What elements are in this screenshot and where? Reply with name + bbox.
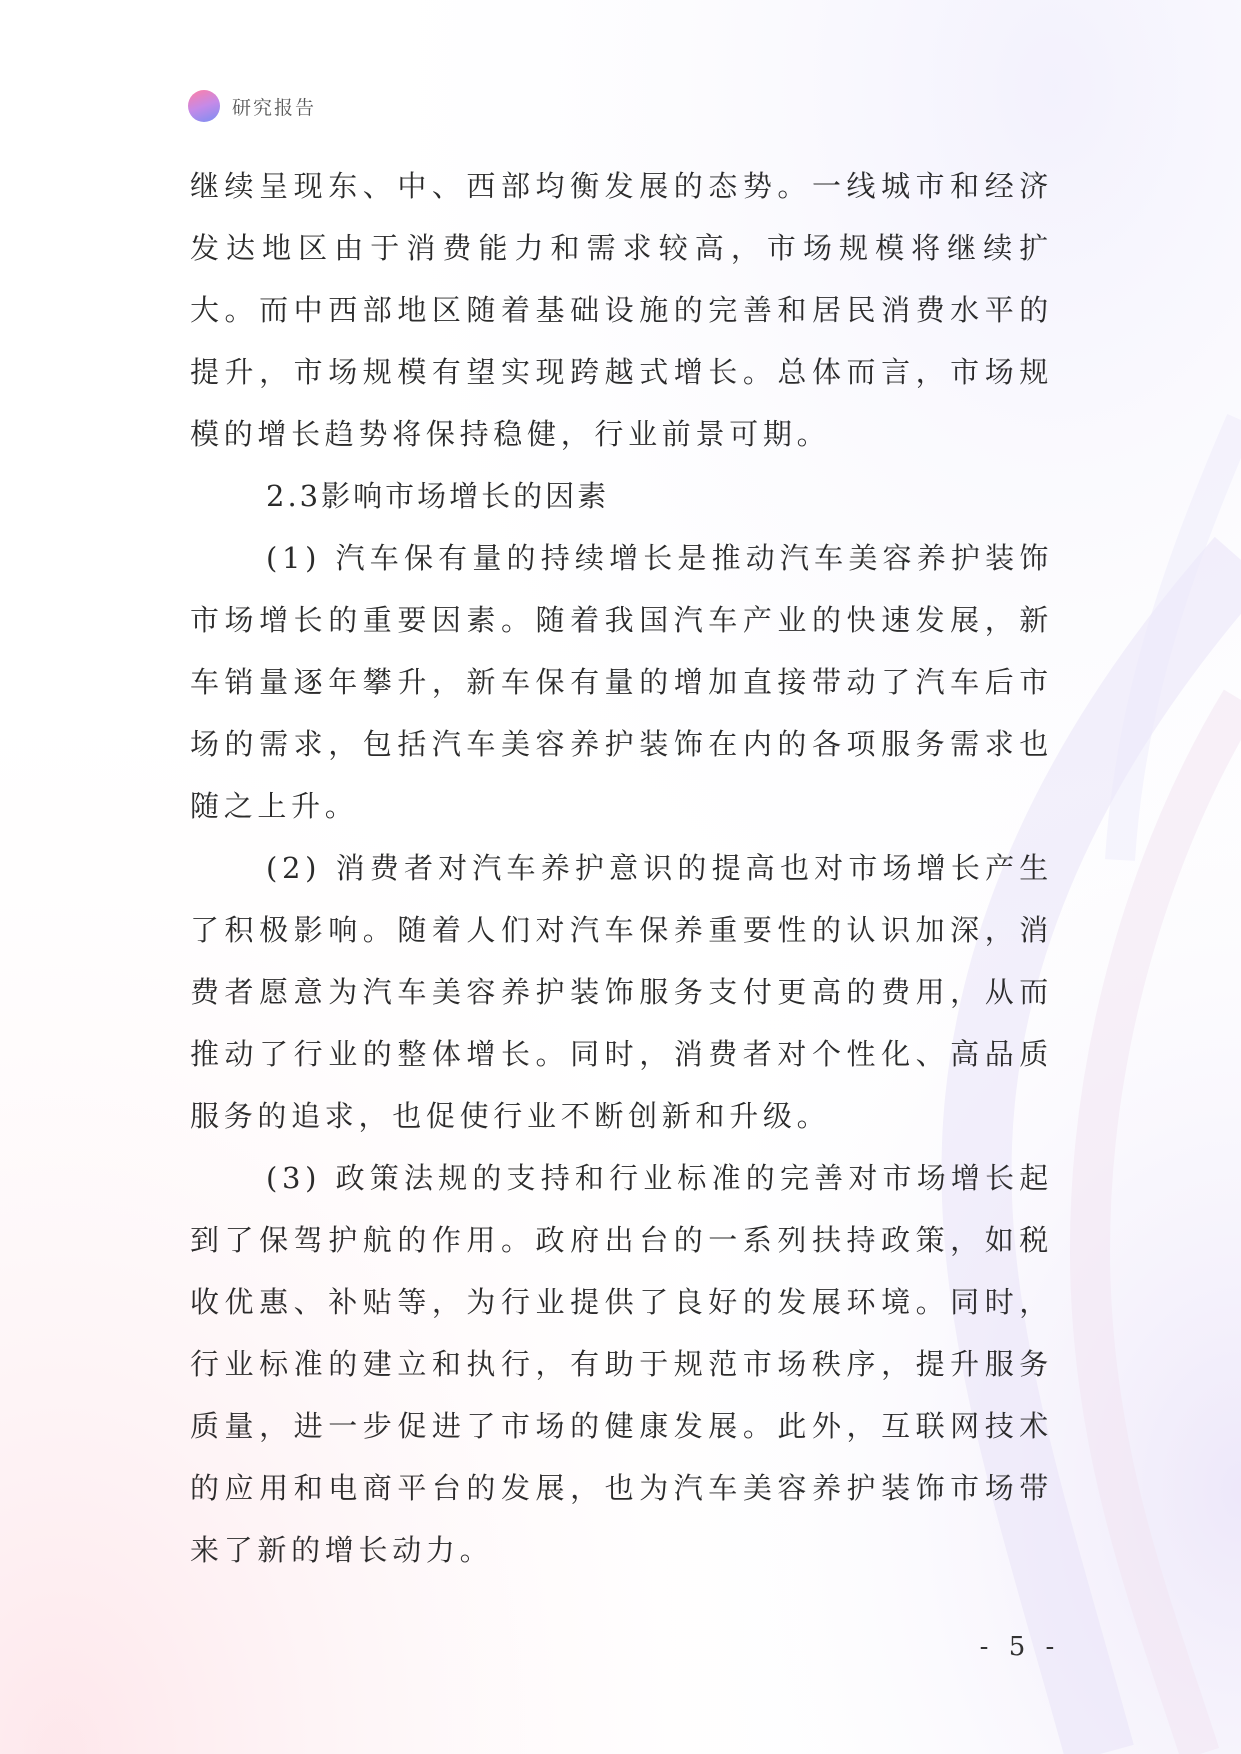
paragraph-factor-2: (2) 消费者对汽车养护意识的提高也对市场增长产生了积极影响。随着人们对汽车保养重要性的认识加深，消费者愿意为汽车美容养护装饰服务支付更高的费用，从而推动了行业的整体增长。同时，消费者对个性化、高品质服务的追求，也促使行业不断创新和升级。: [190, 851, 1053, 1133]
paragraph-factor-1: (1) 汽车保有量的持续增长是推动汽车美容养护装饰市场增长的重要因素。随着我国汽车产业的快速发展，新车销量逐年攀升，新车保有量的增加直接带动了汽车后市场的需求，包括汽车美容养护装饰在内的各项服务需求也随之上升。: [190, 541, 1053, 823]
logo-circle-icon: [188, 90, 220, 122]
header-title: 研究报告: [232, 96, 317, 119]
paragraph-market-trend: 继续呈现东、中、西部均衡发展的态势。一线城市和经济发达地区由于消费能力和需求较高，市场规模将继续扩大。而中西部地区随着基础设施的完善和居民消费水平的提升，市场规模有望实现跨越式增长。总体而言，市场规模的增长趋势将保持稳健，行业前景可期。: [190, 169, 1053, 451]
report-header: [188, 89, 316, 123]
section-heading: 2.3影响市场增长的因素: [266, 479, 610, 513]
paragraph-factor-3: (3) 政策法规的支持和行业标准的完善对市场增长起到了保驾护航的作用。政府出台的一系列扶持政策，如税收优惠、补贴等，为行业提供了良好的发展环境。同时，行业标准的建立和执行，有助于规范市场秩序，提升服务质量，进一步促进了市场的健康发展。此外，互联网技术的应用和电商平台的发展，也为汽车美容养护装饰市场带来了新的增长动力。: [190, 1161, 1053, 1567]
document-body: [190, 155, 1053, 1581]
page-number: - 5 -: [979, 1632, 1061, 1662]
